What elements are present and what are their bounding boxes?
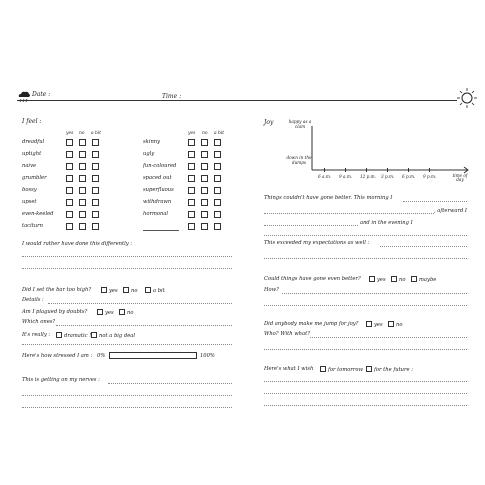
better-line-2 — [264, 213, 434, 214]
left-feeling-abit-checkbox[interactable] — [92, 139, 99, 146]
who-what-label: Who? With what? — [264, 331, 310, 337]
left-feeling-label: upset — [22, 199, 37, 205]
left-feeling-no-checkbox[interactable] — [79, 163, 86, 170]
left-feeling-abit-checkbox[interactable] — [92, 223, 99, 230]
date-label: Date : — [32, 91, 51, 98]
joy-x-tick — [429, 168, 430, 172]
stress-100-label: 100% — [200, 353, 215, 359]
left-feeling-yes-checkbox[interactable] — [66, 223, 73, 230]
joy-x-tick-label: 3 p.m. — [381, 174, 395, 179]
even-better-no-label: no — [399, 277, 406, 283]
left-feeling-yes-checkbox[interactable] — [66, 175, 73, 182]
col-no-left: no — [79, 131, 85, 136]
right-feeling-label: withdrawn — [143, 199, 172, 205]
right-feeling-abit-checkbox[interactable] — [214, 187, 221, 194]
not-big-deal-label: not a big deal — [99, 333, 136, 339]
evening-label: and in the evening I — [360, 220, 413, 226]
right-feeling-no-checkbox[interactable] — [201, 187, 208, 194]
better-line-3 — [264, 225, 358, 226]
rather-label: I would rather have done this differently : — [22, 241, 133, 247]
right-feeling-no-checkbox[interactable] — [201, 211, 208, 218]
joy-x-tick — [345, 168, 346, 172]
wish-line-3 — [264, 405, 467, 406]
joy-x-tick-label: 9 p.m. — [423, 174, 437, 179]
tomorrow-checkbox[interactable] — [320, 366, 326, 372]
bar-abit-label: a bit — [153, 288, 165, 294]
right-feeling-yes-checkbox[interactable] — [188, 139, 195, 146]
right-feeling-no-checkbox[interactable] — [201, 199, 208, 206]
col-yes-left: yes — [66, 131, 74, 136]
col-abit-left: a bit — [91, 131, 101, 136]
better-label: Things couldn't have gone better. This morning I — [264, 195, 393, 201]
joy-x-end-label: time of day — [452, 173, 468, 183]
left-feeling-abit-checkbox[interactable] — [92, 163, 99, 170]
joy-x-tick-label: 6 a.m. — [318, 174, 332, 179]
joy-x-tick — [408, 168, 409, 172]
even-better-maybe-label: maybe — [419, 277, 437, 283]
header-line — [17, 100, 457, 101]
wish-label: Here's what I wish — [264, 366, 314, 372]
exceeded-line-2 — [264, 258, 467, 259]
jump-no-checkbox[interactable] — [388, 321, 394, 327]
right-feeling-no-checkbox[interactable] — [201, 223, 208, 230]
plagued-yes-checkbox[interactable] — [97, 309, 103, 315]
rather-line-1 — [22, 256, 232, 257]
plagued-yes-label: yes — [105, 310, 114, 316]
right-feeling-yes-checkbox[interactable] — [188, 199, 195, 206]
bar-yes-label: yes — [109, 288, 118, 294]
even-better-maybe-checkbox[interactable] — [411, 276, 417, 282]
left-feeling-yes-checkbox[interactable] — [66, 199, 73, 206]
stress-bar[interactable] — [109, 352, 197, 359]
plagued-no-label: no — [127, 310, 134, 316]
future-checkbox[interactable] — [366, 366, 372, 372]
right-feeling-yes-checkbox[interactable] — [188, 175, 195, 182]
left-feeling-label: grumbler — [22, 175, 47, 181]
right-feeling-yes-checkbox[interactable] — [188, 223, 195, 230]
right-feeling-abit-checkbox[interactable] — [214, 163, 221, 170]
time-label: Time : — [162, 93, 182, 100]
left-feeling-abit-checkbox[interactable] — [92, 199, 99, 206]
jump-label: Did anybody make me jump for joy? — [264, 321, 359, 327]
left-feeling-no-checkbox[interactable] — [79, 211, 86, 218]
left-feeling-abit-checkbox[interactable] — [92, 151, 99, 158]
rather-line-2 — [22, 268, 232, 269]
nerves-label: This is getting on my nerves : — [22, 377, 100, 383]
right-feeling-no-checkbox[interactable] — [201, 151, 208, 158]
joy-x-tick-label: 12 p.m. — [360, 174, 376, 179]
joy-title: Joy — [264, 119, 274, 126]
right-feeling-label: hormonal — [143, 211, 169, 217]
bar-yes-checkbox[interactable] — [101, 287, 107, 293]
which-ones-line — [56, 325, 232, 326]
left-feeling-abit-checkbox[interactable] — [92, 187, 99, 194]
left-feeling-no-checkbox[interactable] — [79, 199, 86, 206]
right-feeling-no-checkbox[interactable] — [201, 139, 208, 146]
right-feeling-abit-checkbox[interactable] — [214, 211, 221, 218]
right-feeling-yes-checkbox[interactable] — [188, 151, 195, 158]
even-better-yes-label: yes — [377, 277, 386, 283]
col-yes-right: yes — [188, 131, 196, 136]
left-feeling-no-checkbox[interactable] — [79, 187, 86, 194]
nerves-line-3 — [22, 407, 232, 408]
stressed-label: Here's how stressed I am : — [22, 353, 93, 359]
even-better-label: Could things have gone even better? — [264, 276, 361, 282]
left-feeling-label: even-keeled — [22, 211, 54, 217]
which-ones-label: Which ones? — [22, 319, 56, 325]
left-feeling-label: dreadful — [22, 139, 45, 145]
left-feeling-label: naive — [22, 163, 37, 169]
nerves-line-2 — [22, 395, 232, 396]
details-line — [48, 303, 232, 304]
right-feeling-no-checkbox[interactable] — [201, 175, 208, 182]
joy-y-bottom-label: down in the dumps — [286, 155, 312, 165]
left-feeling-yes-checkbox[interactable] — [66, 187, 73, 194]
tomorrow-label: for tomorrow — [328, 367, 363, 373]
details-label: Details : — [22, 297, 44, 303]
right-feeling-abit-checkbox[interactable] — [214, 139, 221, 146]
right-feeling-abit-checkbox[interactable] — [214, 151, 221, 158]
left-feeling-yes-checkbox[interactable] — [66, 139, 73, 146]
joy-x-tick-label: 9 a.m. — [339, 174, 353, 179]
stress-0-label: 0% — [97, 353, 106, 359]
right-feeling-label: skinny — [143, 139, 161, 145]
plagued-no-checkbox[interactable] — [119, 309, 125, 315]
joy-x-tick-label: 6 p.m. — [402, 174, 416, 179]
dramatic-label: dramatic ! — [64, 333, 92, 339]
bar-high-label: Did I set the bar too high? — [22, 287, 92, 293]
jump-no-label: no — [396, 322, 403, 328]
left-feeling-abit-checkbox[interactable] — [92, 211, 99, 218]
even-better-yes-checkbox[interactable] — [369, 276, 375, 282]
joy-x-tick — [366, 168, 367, 172]
jump-yes-checkbox[interactable] — [366, 321, 372, 327]
left-feeling-no-checkbox[interactable] — [79, 151, 86, 158]
bar-abit-checkbox[interactable] — [145, 287, 151, 293]
joy-x-tick — [324, 168, 325, 172]
left-feeling-abit-checkbox[interactable] — [92, 175, 99, 182]
right-feeling-label: ugly — [143, 151, 155, 157]
right-feeling-label: spaced out — [143, 175, 172, 181]
joy-x-tick — [387, 168, 388, 172]
right-feeling-no-checkbox[interactable] — [201, 163, 208, 170]
not-big-deal-checkbox[interactable] — [91, 332, 97, 338]
left-feeling-yes-checkbox[interactable] — [66, 151, 73, 158]
right-feeling-yes-checkbox[interactable] — [188, 211, 195, 218]
right-feeling-yes-checkbox[interactable] — [188, 187, 195, 194]
bar-no-checkbox[interactable] — [123, 287, 129, 293]
sun-icon — [456, 87, 478, 109]
really-label: It's really : — [22, 332, 51, 338]
better-line-4 — [264, 235, 467, 236]
col-no-right: no — [202, 131, 208, 136]
left-feeling-no-checkbox[interactable] — [79, 139, 86, 146]
right-feeling-abit-checkbox[interactable] — [214, 223, 221, 230]
how-line-1 — [282, 293, 467, 294]
left-feeling-yes-checkbox[interactable] — [66, 211, 73, 218]
right-feeling-abit-checkbox[interactable] — [214, 175, 221, 182]
even-better-no-checkbox[interactable] — [391, 276, 397, 282]
dramatic-checkbox[interactable] — [56, 332, 62, 338]
left-feeling-no-checkbox[interactable] — [79, 223, 86, 230]
nerves-line-1 — [108, 383, 232, 384]
how-label: How? — [264, 287, 279, 293]
col-abit-right: a bit — [214, 131, 224, 136]
left-feeling-no-checkbox[interactable] — [79, 175, 86, 182]
who-what-line-2 — [264, 349, 467, 350]
wish-line-1 — [264, 381, 467, 382]
left-feeling-label: taciturn — [22, 223, 43, 229]
right-feeling-label: fun-coloured — [143, 163, 177, 169]
bar-no-label: no — [131, 288, 138, 294]
right-feeling-blank-line[interactable] — [143, 230, 179, 231]
right-feeling-yes-checkbox[interactable] — [188, 163, 195, 170]
who-what-line-1 — [310, 337, 467, 338]
left-feeling-label: bossy — [22, 187, 37, 193]
exceeded-label: This exceeded my expectations as well : — [264, 240, 370, 246]
really-line — [22, 344, 232, 345]
left-feeling-label: uptight — [22, 151, 42, 157]
wish-line-2 — [264, 393, 467, 394]
exceeded-line-1 — [380, 246, 467, 247]
feel-title: I feel : — [22, 118, 42, 125]
joy-y-top-label: happy as a clam — [288, 119, 312, 129]
right-feeling-abit-checkbox[interactable] — [214, 199, 221, 206]
plagued-label: Am I plagued by doubts? — [22, 309, 88, 315]
better-line-1 — [403, 201, 467, 202]
afterward-label: , afterward I — [434, 208, 467, 214]
future-label: for the future : — [374, 367, 413, 373]
jump-yes-label: yes — [374, 322, 383, 328]
how-line-2 — [264, 305, 467, 306]
cloud-icon — [17, 88, 31, 100]
left-feeling-yes-checkbox[interactable] — [66, 163, 73, 170]
right-feeling-label: superfluous — [143, 187, 174, 193]
